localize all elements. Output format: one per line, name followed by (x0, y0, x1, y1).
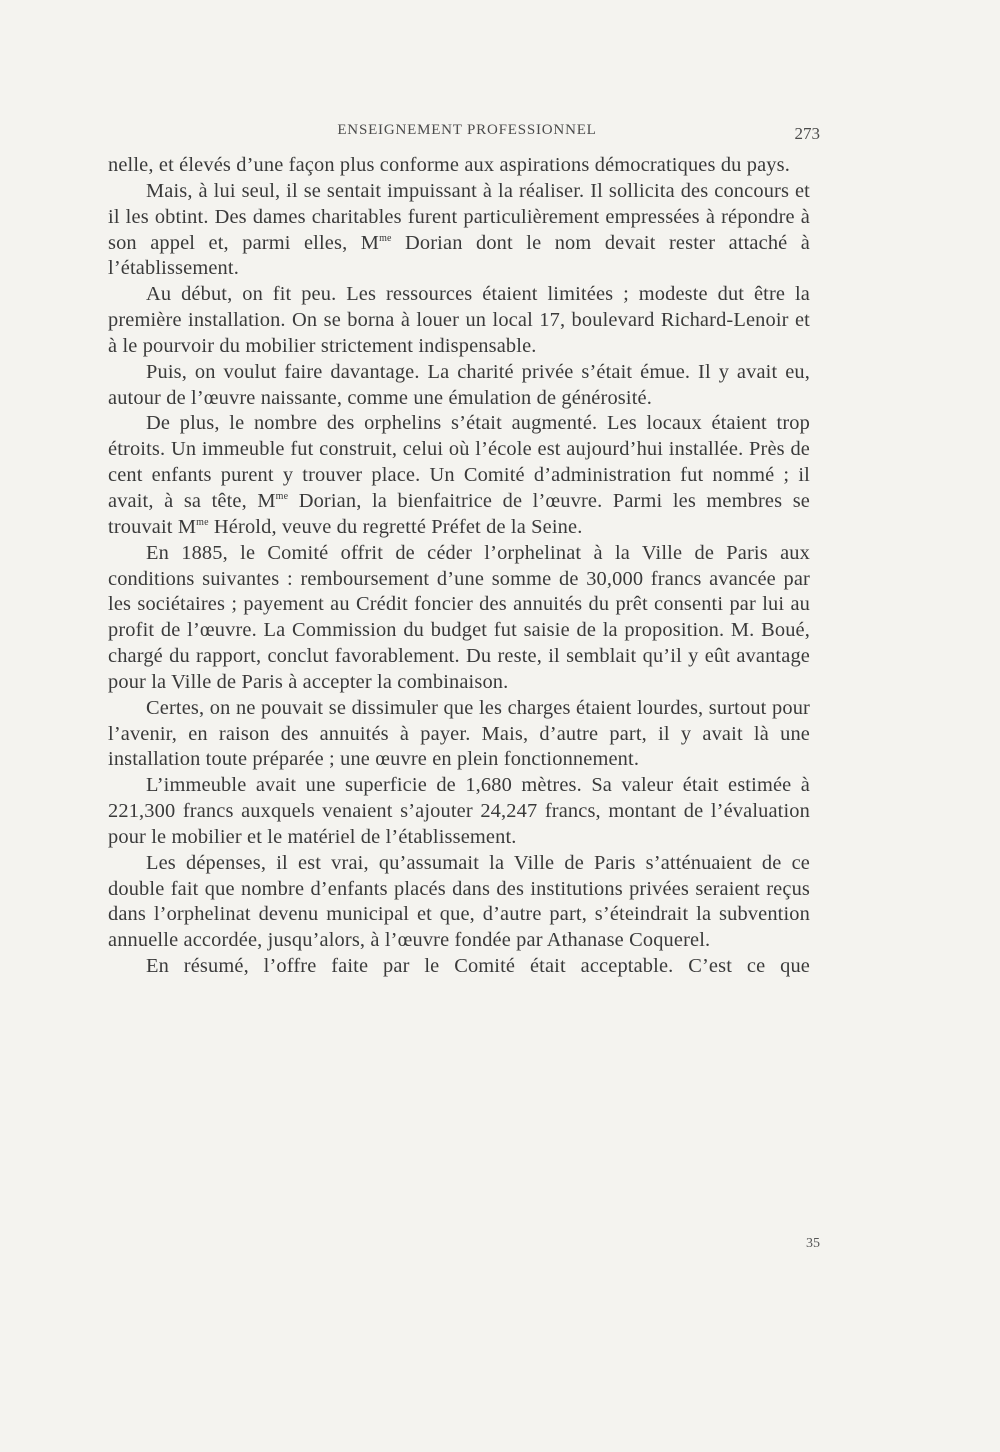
superscript: me (379, 232, 392, 244)
paragraph-text: L’immeuble avait une superficie de 1,680 mètres. Sa valeur était estimée à 221,300 francs auxquels venaient s’ajouter 24,247 francs, montant de l’évaluation pour le mobilier et le matériel de l’établissement. (108, 774, 810, 848)
paragraph-text: Au début, on fit peu. Les ressources étaient limitées ; modeste dut être la première installation. On se borna à louer un local 17, boulevard Richard-Lenoir et à le pourvoir du mobilier strictement indispensable. (108, 283, 810, 357)
paragraph (108, 282, 810, 360)
running-head (0, 122, 1000, 146)
paragraph (108, 360, 810, 412)
paragraph-text: De plus, le nombre des orphelins s’était augmenté. Les locaux étaient trop étroits. Un immeuble fut construit, celui où l’école est aujourd’hui installée. Près de cent enfants purent y trouver place. Un Comité d’administration fut nommé ; il avait, à sa tête, M (108, 412, 810, 512)
paragraph (108, 954, 810, 980)
paragraph-text: En résumé, l’offre faite par le Comité était acceptable. C’est ce que (146, 955, 810, 978)
paragraph-text: En 1885, le Comité offrit de céder l’orphelinat à la Ville de Paris aux conditions suivantes : remboursement d’une somme de 30,000 francs avancée par les sociétaires ; payement au Crédit foncier des annuités du prêt consenti par lui au profit de l’œuvre. La Commission du budget fut saisie de la proposition. M. Boué, chargé du rapport, conclut favorablement. Du reste, il semblait qu’il y eût avantage pour la Ville de Paris à accepter la combinaison. (108, 541, 810, 693)
paragraph (108, 696, 810, 774)
paragraph-text: Dorian, la bienfaitrice de l’œuvre. Parmi les membres se trouvait M (108, 489, 810, 538)
paragraph (108, 541, 810, 696)
paragraph-text: Certes, on ne pouvait se dissimuler que les charges étaient lourdes, surtout pour l’avenir, en raison des annuités à payer. Mais, d’autre part, il y avait là une installation toute préparée ; une œuvre en plein fonctionnement. (108, 696, 810, 771)
paragraph (108, 851, 810, 954)
running-title: ENSEIGNEMENT PROFESSIONNEL (337, 122, 597, 138)
paragraph-text: Puis, on voulut faire davantage. La charité privée s’était émue. Il y avait eu, autour de l’œuvre naissante, comme une émulation de générosité. (108, 360, 810, 409)
superscript: me (196, 516, 209, 528)
superscript: me (275, 490, 289, 502)
paragraph-text: Hérold, veuve du regretté Préfet de la Seine. (208, 515, 583, 538)
paragraph-text: Mais, à lui seul, il se sentait impuissant à la réaliser. Il sollicita des concours et il les obtint. Des dames charitables furent particulièrement empressées à répondre à son appel et, parmi elles, M (108, 179, 810, 254)
paragraph (108, 773, 810, 851)
paragraph (108, 411, 810, 540)
body-text (108, 153, 810, 980)
paragraph-text: Dorian dont le nom devait rester attaché à l’établissement. (108, 231, 811, 280)
paragraph (108, 179, 810, 282)
paragraph-text: nelle, et élevés d’une façon plus conforme aux aspirations démocratiques du pays. (108, 154, 790, 176)
signature-mark: 35 (806, 1236, 820, 1251)
paragraph-text: Les dépenses, il est vrai, qu’assumait la Ville de Paris s’atténuaient de ce double fait que nombre d’enfants placés dans des institutions privées seraient reçus dans l’orphelinat devenu municipal et que, d’autre part, s’éteindrait la subvention annuelle accordée, jusqu’alors, à l’œuvre fondée par Athanase Coquerel. (108, 851, 810, 952)
paragraph (108, 153, 810, 179)
page-number: 273 (794, 124, 820, 143)
